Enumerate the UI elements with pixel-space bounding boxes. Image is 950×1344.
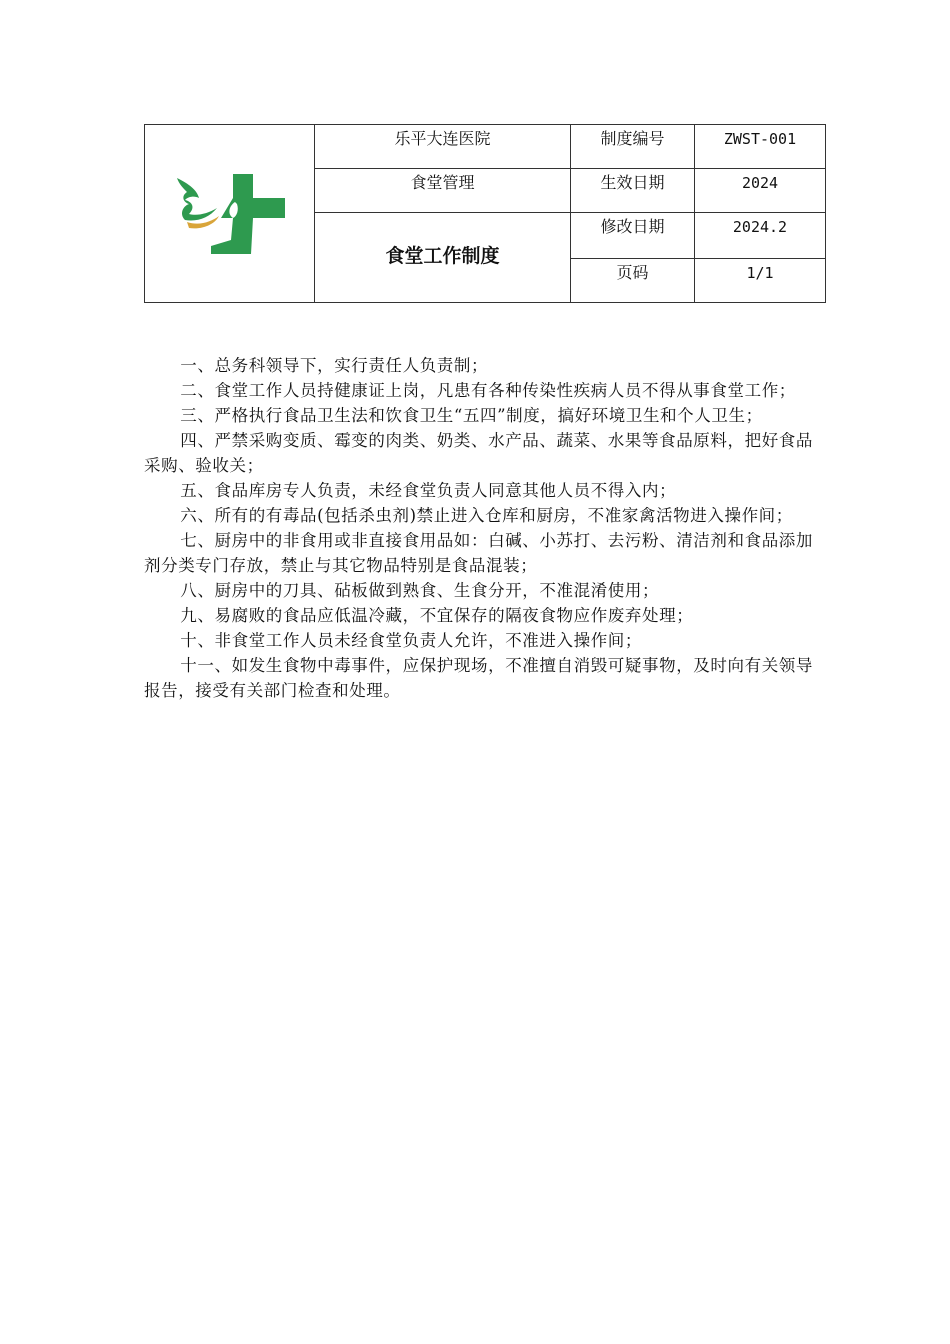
field-label-effective-date: 生效日期 [571, 169, 695, 213]
field-value-revision-date: 2024.2 [695, 213, 826, 258]
field-label-revision-date: 修改日期 [571, 213, 695, 258]
rule-item: 五、食品库房专人负责，未经食堂负责人同意其他人员不得入内； [180, 481, 677, 500]
department-name: 食堂管理 [315, 169, 571, 213]
rule-item: 二、食堂工作人员持健康证上岗，凡患有各种传染性疾病人员不得从事食堂工作； [180, 381, 796, 400]
rule-item: 三、严格执行食品卫生法和饮食卫生“五四”制度，搞好环境卫生和个人卫生； [180, 406, 763, 425]
document-title: 食堂工作制度 [315, 213, 571, 303]
field-label-page-number: 页码 [571, 258, 695, 302]
hospital-name: 乐平大连医院 [315, 125, 571, 169]
hospital-cross-logo-icon [145, 168, 314, 260]
rule-item: 十一、如发生食物中毒事件，应保护现场，不准擅自消毁可疑事物，及时向有关领导报告，接受有关部门检查和处理。 [144, 656, 813, 700]
rule-item: 七、厨房中的非食用或非直接食用品如：白碱、小苏打、去污粉、清洁剂和食品添加剂分类专门存放，禁止与其它物品特别是食品混装； [144, 531, 813, 575]
rule-item: 一、总务科领导下，实行责任人负责制； [180, 356, 489, 375]
rule-item: 六、所有的有毒品(包括杀虫剂)禁止进入仓库和厨房，不准家禽活物进入操作间； [180, 506, 793, 525]
rules-body [144, 353, 816, 703]
field-value-page-number: 1/1 [695, 258, 826, 302]
field-value-effective-date: 2024 [695, 169, 826, 213]
field-value-policy-number: ZWST-001 [695, 125, 826, 169]
document-header-table [144, 124, 826, 303]
rule-item: 十、非食堂工作人员未经食堂负责人允许，不准进入操作间； [180, 631, 642, 650]
logo-cell [145, 125, 315, 303]
rule-item: 八、厨房中的刀具、砧板做到熟食、生食分开，不准混淆使用； [180, 581, 660, 600]
rule-item: 九、易腐败的食品应低温冷藏，不宜保存的隔夜食物应作废弃处理； [180, 606, 694, 625]
field-label-policy-number: 制度编号 [571, 125, 695, 169]
rule-item: 四、严禁采购变质、霉变的肉类、奶类、水产品、蔬菜、水果等食品原料，把好食品采购、验收关； [144, 431, 813, 475]
